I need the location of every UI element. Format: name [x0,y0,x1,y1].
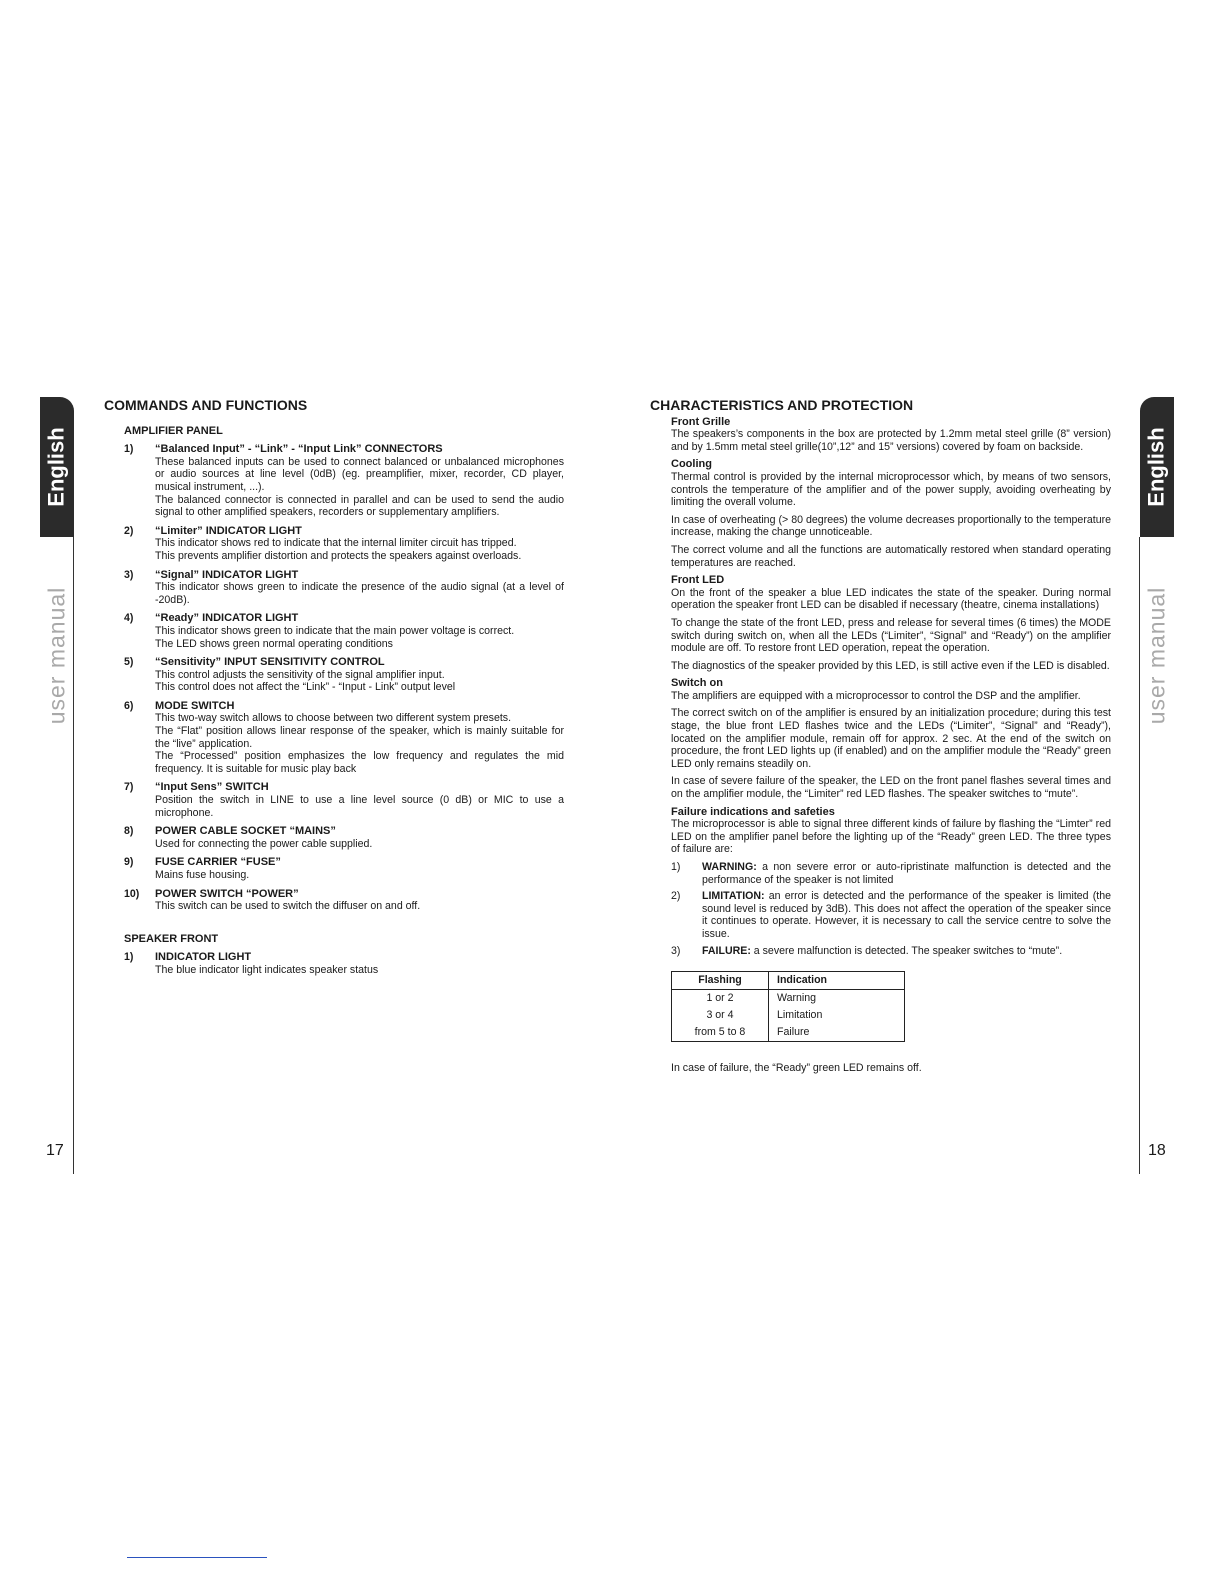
table-cell: 3 or 4 [672,1007,769,1024]
list-item [124,951,564,976]
item-text: This switch can be used to switch the diffuser on and off. [155,900,421,913]
list-item [124,569,564,607]
item-body [155,443,564,519]
item-body [155,525,564,563]
item-title: POWER SWITCH “POWER” [155,887,299,900]
item-text: Used for connecting the power cable supplied. [155,837,373,850]
item-body [155,612,564,650]
list-item [124,888,564,913]
list-item [124,781,564,819]
item-text: This indicator shows green to indicate that the main power voltage is correct. [155,624,515,637]
item-text: This indicator shows green to indicate the presence of the audio signal (at a level of -20dB). [155,581,564,606]
table-header-row [672,972,905,990]
table-header-cell: Indication [769,972,905,990]
language-tab-right [1140,397,1174,537]
item-text: These balanced inputs can be used to connect balanced or unbalanced microphones or audio sources at line level (0dB) (eg. preamplifier, mixer, recorder, CD player, musical instrument, ...). [155,455,564,493]
failure-text: an error is detected and the performance of the speaker is limited (the sound level is reduced by 3dB). This does not affect the operation of the speaker since it continues to operate. However, it is necessary to call the service centre to solve the issue. [702,890,1111,940]
list-item [124,525,564,563]
item-number: 2) [124,524,134,537]
item-text: Mains fuse housing. [155,869,250,881]
item-body [155,888,564,913]
item-text: This two-way switch allows to choose between two different system presets. [155,712,512,725]
failure-body [702,861,1111,886]
list-item [124,700,564,776]
list-item [124,656,564,694]
failure-types-list [671,861,1111,957]
item-text: The “Flat” position allows linear response of the speaker, which is mainly suitable for the “live” application. [155,725,564,750]
item-title: “Ready” INDICATOR LIGHT [155,612,299,625]
failure-body [702,890,1111,940]
side-label-left [40,560,74,750]
footnote-rule [127,1557,267,1558]
section-paragraph: The amplifiers are equipped with a microprocessor to control the DSP and the amplifier. [671,689,1081,702]
language-tab-label: English [44,427,70,507]
section-heading: Switch on [671,677,723,690]
section-paragraph: The diagnostics of the speaker provided by this LED, is still active even if the LED is disabled. [671,659,1110,672]
list-item [124,856,564,881]
item-text: This control does not affect the “Link” - “Input - Link” output level [155,681,456,694]
section-heading: Front Grille [671,415,731,428]
item-title: INDICATOR LIGHT [155,951,252,964]
characteristics-sections [671,416,1111,856]
failure-number: 1) [671,861,681,873]
page-number-right: 18 [1148,1142,1166,1159]
list-item [124,612,564,650]
item-text: The LED shows green normal operating conditions [155,637,393,650]
item-title: “Limiter” INDICATOR LIGHT [155,524,302,537]
item-text: The blue indicator light indicates speaker status [155,963,379,976]
item-number: 8) [124,825,134,838]
section-heading: Cooling [671,458,712,471]
flashing-indication-table [671,971,905,1042]
section-paragraph: In case of overheating (> 80 degrees) the volume decreases proportionally to the temperature increase, making the change unnoticeable. [671,513,1111,539]
item-body [155,781,564,819]
item-number: 7) [124,781,134,794]
item-text: This control adjusts the sensitivity of the signal amplifier input. [155,668,445,681]
side-label-text: user manual [1143,586,1170,724]
failure-item [671,890,1111,940]
failure-label: LIMITATION: [702,890,765,903]
failure-body [702,945,1111,958]
section-paragraph: In case of severe failure of the speaker, the LED on the front panel flashes several times and on the amplifier module, the “Limiter” red LED flashes. The speaker switches to “mute”. [671,775,1111,801]
failure-text: a severe malfunction is detected. The speaker switches to “mute”. [750,944,1063,957]
divider-left [73,537,74,1174]
table-row [672,1024,905,1042]
amplifier-panel-title: AMPLIFIER PANEL [124,424,223,437]
item-title: “Balanced Input” - “Link” - “Input Link” CONNECTORS [155,443,443,456]
item-body [155,856,564,881]
item-body [155,656,564,694]
item-text: The balanced connector is connected in parallel and can be used to send the audio signal to other amplified speakers, recorders or supplementary amplifiers. [155,493,564,519]
language-tab-left [40,397,74,537]
item-text: This prevents amplifier distortion and protects the speakers against overloads. [155,549,522,562]
item-text: Position the switch in LINE to use a line level source (0 dB) or MIC to use a microphone. [155,794,564,819]
table-header-cell: Flashing [672,972,769,990]
item-body [155,700,564,776]
item-number: 6) [124,699,134,712]
item-title: “Signal” INDICATOR LIGHT [155,568,299,581]
section-paragraph: The correct switch on of the amplifier is ensured by an initialization procedure; during this test stage, the blue front LED flashes twice and the LEDs (“Limiter”, “Signal” and “Ready”), located on the amplifier module, remain off for approx. 2 sec. At the end of the switch on procedure, the front LED lights up (if enabled) and on the amplifier module the “Ready” green LED only remains steadily on. [671,707,1111,770]
list-item [124,443,564,519]
amplifier-panel-list [104,443,564,913]
section-paragraph: Thermal control is provided by the internal microprocessor which, by means of two sensors, controls the temperature of the amplifier and of the power supply, avoiding overheating by limiting the overall volume. [671,470,1111,509]
section-paragraph: To change the state of the front LED, press and release for several times (6 times) the MODE switch during switch on, when all the LEDs (“Limiter”, “Signal” and “Ready”) on the amplifier module are off. To restore front LED operation, repeat the operation. [671,616,1111,655]
failure-label: WARNING: [702,861,757,873]
item-title: POWER CABLE SOCKET “MAINS” [155,825,336,838]
failure-label: FAILURE: [702,944,751,957]
section-heading: Failure indications and safeties [671,805,835,818]
item-title: FUSE CARRIER “FUSE” [155,856,281,869]
item-number: 10) [124,887,140,900]
item-title: “Input Sens” SWITCH [155,781,269,794]
section-paragraph: The speakers’s components in the box are protected by 1.2mm metal steel grille (8” version) and by 1.5mm metal steel grille(10”,12” and 15” versions) covered by foam on backside. [671,428,1111,453]
failure-item [671,945,1111,958]
table-cell: from 5 to 8 [672,1024,769,1042]
item-body [155,825,564,850]
side-label-right [1140,560,1174,750]
item-body [155,951,564,976]
speaker-front-list [104,951,564,976]
table-row [672,990,905,1008]
failure-number: 3) [671,944,681,957]
item-number: 5) [124,656,134,669]
right-page-content [650,399,1111,1075]
item-title: “Sensitivity” INPUT SENSITIVITY CONTROL [155,656,385,669]
item-number: 4) [124,612,134,625]
table-cell: Warning [777,992,817,1005]
right-page-title: CHARACTERISTICS AND PROTECTION [650,397,914,413]
table-cell: Limitation [777,1009,823,1022]
table-cell: Failure [777,1026,810,1039]
section-paragraph: The correct volume and all the functions are automatically restored when standard operating temperatures are reached. [671,543,1111,569]
item-number: 9) [124,856,134,869]
failure-number: 2) [671,890,681,903]
divider-right [1139,537,1140,1174]
item-number: 3) [124,568,134,581]
left-page-content [104,399,564,983]
page-number-left: 17 [46,1142,64,1159]
left-page-title: COMMANDS AND FUNCTIONS [104,397,308,413]
side-label-text: user manual [43,586,70,724]
item-text: This indicator shows red to indicate that the internal limiter circuit has tripped. [155,537,517,550]
section-paragraph: On the front of the speaker a blue LED indicates the state of the speaker. During normal operation the speaker front LED can be disabled if necessary (theatre, cinema installations) [671,586,1111,612]
item-number: 1) [124,443,134,456]
item-text: The “Processed” position emphasizes the low frequency and regulates the mid frequency. It is suitable for music play back [155,750,564,775]
list-item [124,825,564,850]
item-title: MODE SWITCH [155,699,235,712]
table-row [672,1007,905,1024]
table-cell: 1 or 2 [672,990,769,1008]
section-paragraph: The microprocessor is able to signal three different kinds of failure by flashing the “Limter” red LED on the amplifier panel before the lighting up of the “Ready” green LED. The three types of failure are: [671,818,1111,856]
failure-text: a non severe error or auto-ripristinate malfunction is detected and the performance of the speaker is not limited [702,861,1111,886]
section-heading: Front LED [671,574,725,587]
speaker-front-title: SPEAKER FRONT [124,932,219,945]
language-tab-label: English [1144,427,1170,507]
failure-item [671,861,1111,886]
item-body [155,569,564,607]
final-note: In case of failure, the “Ready” green LED remains off. [671,1062,922,1075]
item-number: 1) [124,951,134,964]
